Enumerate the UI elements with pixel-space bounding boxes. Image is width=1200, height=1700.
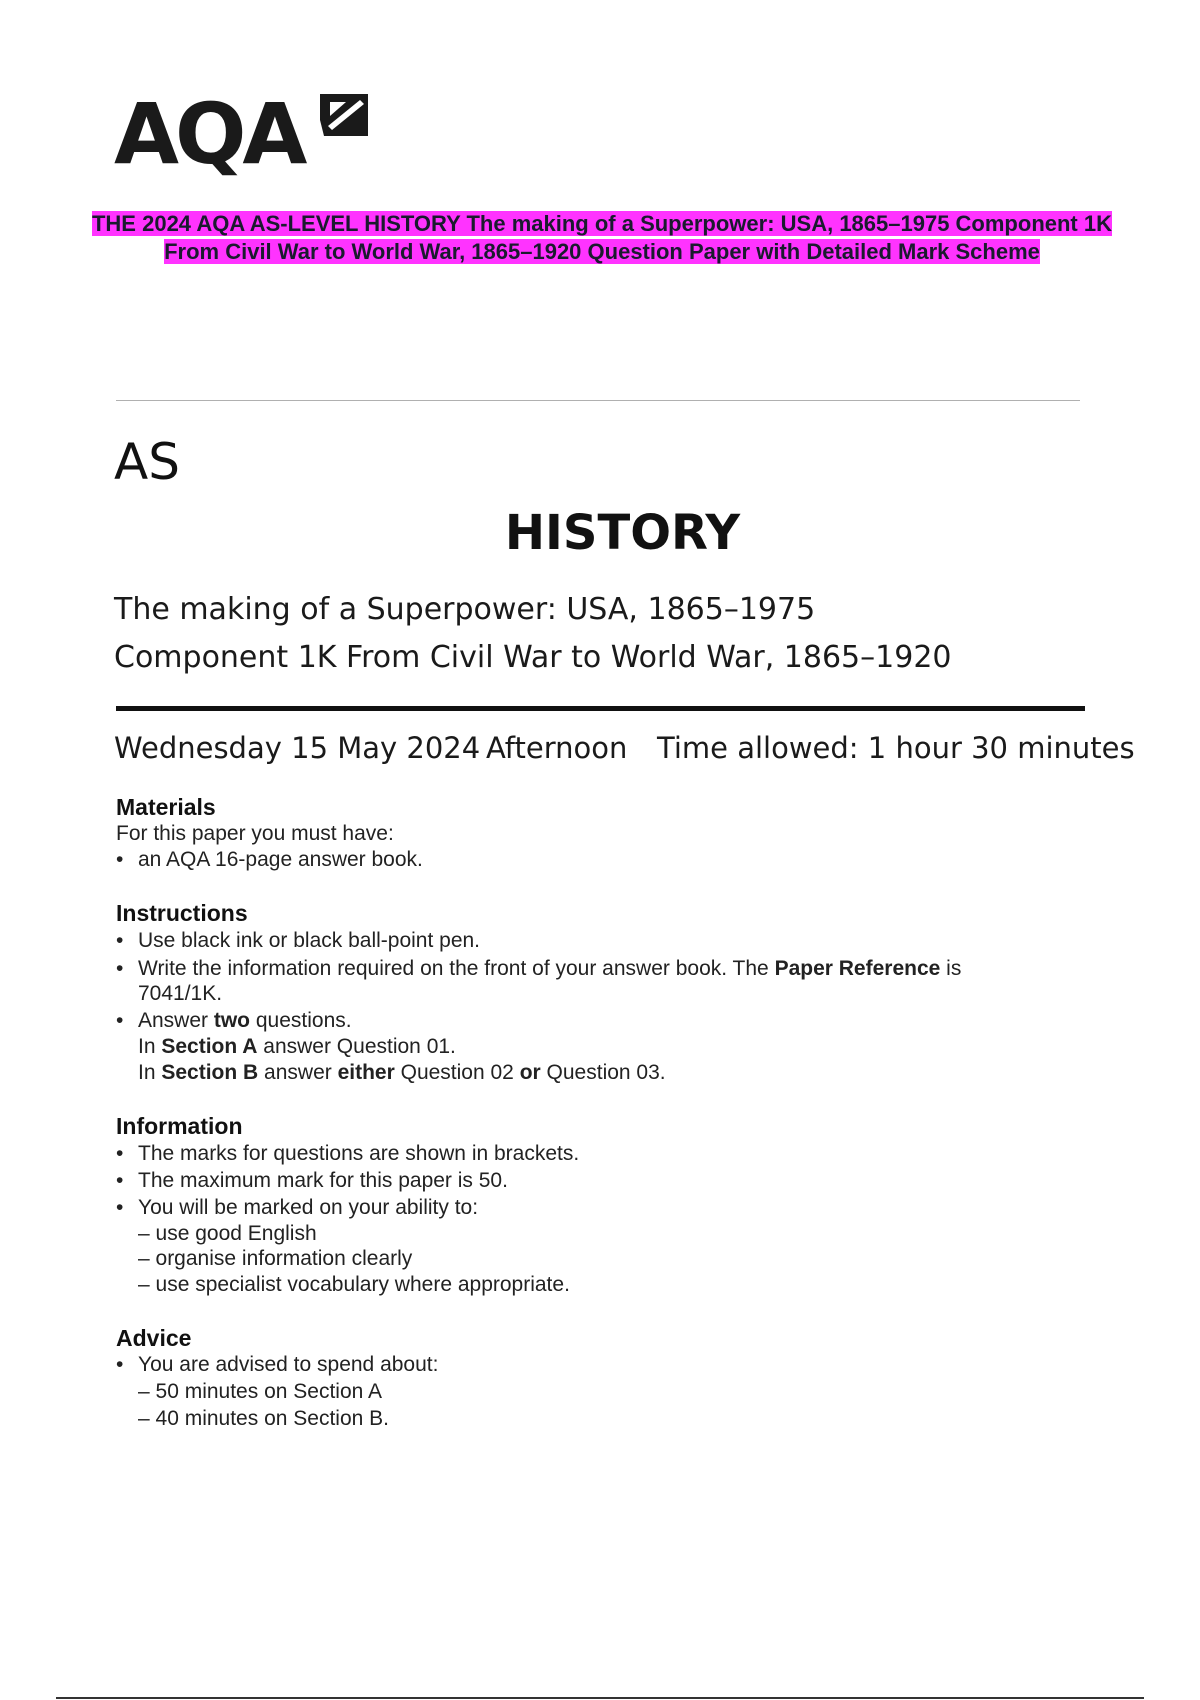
bullet-icon: • — [116, 848, 124, 871]
paper-title: The making of a Superpower: USA, 1865–1975 — [114, 592, 816, 627]
bullet-icon: • — [116, 1142, 124, 1165]
page-bottom-rule — [56, 1697, 1144, 1699]
bullet-icon: • — [116, 957, 124, 980]
bullet-icon: • — [116, 1169, 124, 1192]
section-b-instruction: In Section B answer either Question 02 or Question 03. — [138, 1061, 666, 1084]
information-sub-3: – use specialist vocabulary where appropriate. — [138, 1273, 570, 1296]
paper-reference-value: 7041/1K. — [138, 982, 223, 1005]
materials-item: an AQA 16-page answer book. — [138, 848, 423, 871]
subject-title: HISTORY — [504, 505, 741, 561]
instruction-item-1: Use black ink or black ball-point pen. — [138, 929, 481, 952]
banner-text: THE 2024 AQA AS-LEVEL HISTORY The making of a Superpower: USA, 1865–1975 Component 1K From Civil War to World War, 1865–1920 Question Paper with Detailed Mark Scheme — [91, 211, 1112, 264]
advice-sub-2: – 40 minutes on Section B. — [138, 1407, 389, 1430]
materials-intro: For this paper you must have: — [116, 822, 394, 845]
thick-divider — [116, 706, 1085, 711]
advice-sub-1: – 50 minutes on Section A — [138, 1380, 382, 1403]
time-allowed: Time allowed: 1 hour 30 minutes — [657, 731, 1135, 765]
bullet-icon: • — [116, 1353, 124, 1376]
qualification-level: AS — [114, 433, 180, 491]
information-sub-1: – use good English — [138, 1222, 317, 1245]
aqa-logo — [114, 84, 374, 184]
information-heading: Information — [116, 1113, 243, 1139]
materials-heading: Materials — [116, 794, 216, 820]
logo-text: AQA — [114, 85, 304, 183]
information-sub-2: – organise information clearly — [138, 1247, 413, 1270]
advice-heading: Advice — [116, 1325, 192, 1351]
instructions-heading: Instructions — [116, 900, 248, 926]
instruction-item-3: Answer two questions. — [138, 1009, 352, 1032]
section-a-instruction: In Section A answer Question 01. — [138, 1035, 456, 1058]
information-item-1: The marks for questions are shown in brackets. — [138, 1142, 580, 1165]
component-title: Component 1K From Civil War to World War, 1865–1920 — [114, 640, 952, 675]
instruction-item-2: Write the information required on the front of your answer book. The Paper Reference is — [138, 957, 962, 980]
bullet-icon: • — [116, 1196, 124, 1219]
information-item-3: You will be marked on your ability to: — [138, 1196, 479, 1219]
paper-reference-label: Paper Reference — [774, 957, 941, 980]
information-item-2: The maximum mark for this paper is 50. — [138, 1169, 508, 1192]
bullet-icon: • — [116, 1009, 124, 1032]
advice-item-1: You are advised to spend about: — [138, 1353, 439, 1376]
document-title-banner — [74, 210, 1130, 266]
bullet-icon: • — [116, 929, 124, 952]
divider — [116, 400, 1080, 401]
exam-session: Afternoon — [486, 731, 628, 765]
exam-date: Wednesday 15 May 2024 — [114, 731, 481, 765]
aqa-logo-mark-icon — [314, 90, 372, 140]
